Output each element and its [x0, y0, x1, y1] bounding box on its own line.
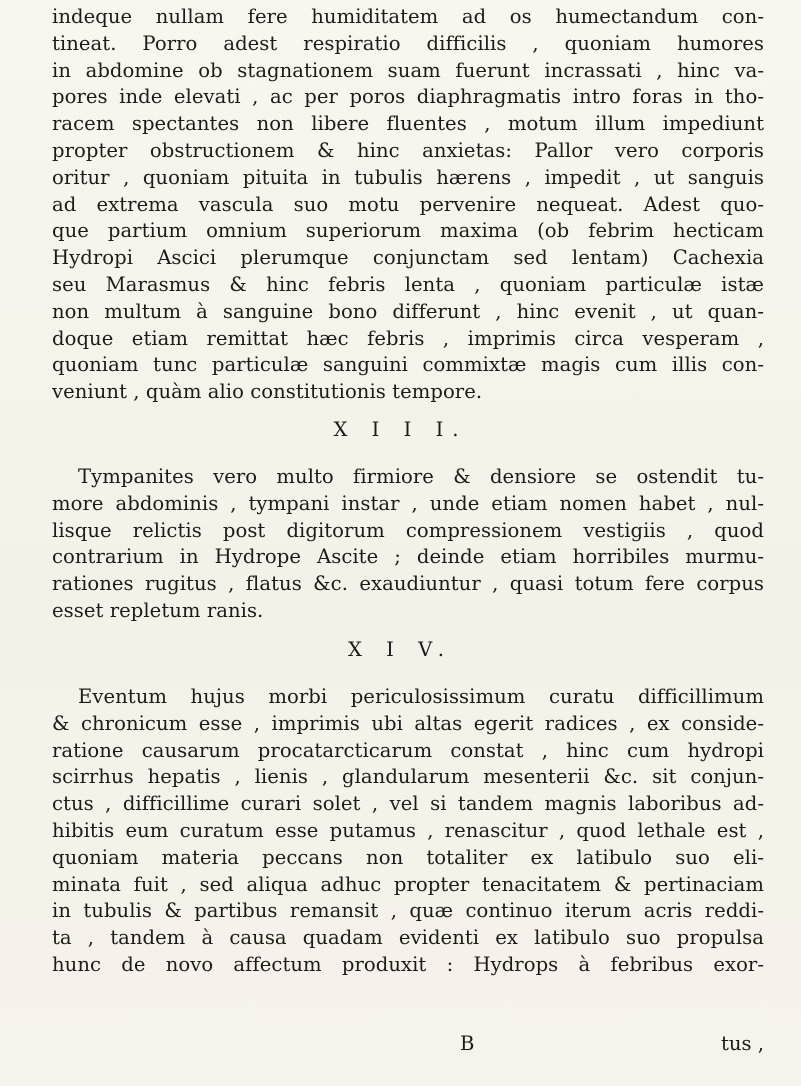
text-line: Hydropi Ascici plerumque conjunctam sed lentam) Cachexia	[52, 246, 764, 270]
text-line: oritur , quoniam pituita in tubulis hærens , impedit , ut sanguis	[52, 165, 764, 189]
text-line: Eventum hujus morbi periculosissimum curatu difficillimum	[78, 685, 764, 708]
text-line: scirrhus hepatis , lienis , glandularum mesenterii &c. sit conjun-	[52, 765, 764, 789]
page-footer	[52, 1032, 764, 1058]
text-line: contrarium in Hydrope Ascite ; deinde etiam horribiles murmu-	[52, 545, 764, 569]
text-line: Tympanites vero multo firmiore & densiore se ostendit tu-	[78, 465, 764, 488]
text-line: rationes rugitus , flatus &c. exaudiuntur , quasi totum fere corpus	[52, 572, 764, 596]
text-line: ta , tandem à causa quadam evidenti ex latibulo suo propulsa	[52, 926, 764, 950]
signature-mark: B	[460, 1032, 475, 1055]
text-line: ratione causarum procatarcticarum constat , hinc cum hydropi	[52, 738, 764, 762]
paragraph-1	[52, 4, 764, 406]
section-heading-13: X I I I.	[333, 418, 468, 441]
text-line: racem spectantes non libere fluentes , motum illum impediunt	[52, 112, 764, 136]
text-line: non multum à sanguine bono differunt , hinc evenit , ut quan-	[52, 299, 764, 323]
text-line: lisque relictis post digitorum compressionem vestigiis , quod	[52, 518, 764, 542]
text-line: more abdominis , tympani instar , unde etiam nomen habet , nul-	[52, 491, 764, 515]
text-line: & chronicum esse , imprimis ubi altas egerit radices , ex conside-	[52, 711, 764, 735]
text-line: ctus , difficillime curari solet , vel si tandem magnis laboribus ad-	[52, 792, 764, 816]
text-line: que partium omnium superiorum maxima (ob febrim hecticam	[52, 219, 764, 243]
text-line: hibitis eum curatum esse putamus , renascitur , quod lethale est ,	[52, 818, 764, 842]
text-line: pores inde elevati , ac per poros diaphragmatis intro foras in tho-	[52, 85, 764, 109]
text-line: ad extrema vascula suo motu pervenire nequeat. Adest quo-	[52, 192, 764, 216]
text-line: seu Marasmus & hinc febris lenta , quoniam particulæ istæ	[52, 272, 764, 296]
text-line: minata fuit , sed aliqua adhuc propter tenacitatem & pertinaciam	[52, 872, 764, 896]
text-line: hunc de novo affectum produxit : Hydrops à febribus exor-	[52, 952, 764, 976]
text-line: tineat. Porro adest respiratio difficilis , quoniam humores	[52, 31, 764, 55]
text-line: in tubulis & partibus remansit , quæ continuo iterum acris reddi-	[52, 899, 764, 923]
catchword: tus ,	[720, 1032, 764, 1055]
text-line: esset repletum ranis.	[52, 598, 264, 622]
text-line: in abdomine ob stagnationem suam fuerunt incrassati , hinc va-	[52, 58, 764, 82]
text-line: doque etiam remittat hæc febris , imprimis circa vesperam ,	[52, 326, 764, 350]
paragraph-3	[52, 684, 764, 979]
paragraph-2	[52, 464, 764, 625]
text-line: indeque nullam fere humiditatem ad os humectandum con-	[52, 5, 764, 28]
text-line: veniunt , quàm alio constitutionis tempore.	[52, 380, 483, 404]
text-line: quoniam tunc particulæ sanguini commixtæ magis cum illis con-	[52, 353, 764, 377]
text-line: propter obstructionem & hinc anxietas: Pallor vero corporis	[52, 138, 764, 162]
section-heading-14: X I V.	[347, 638, 454, 661]
text-line: quoniam materia peccans non totaliter ex latibulo suo eli-	[52, 845, 764, 869]
